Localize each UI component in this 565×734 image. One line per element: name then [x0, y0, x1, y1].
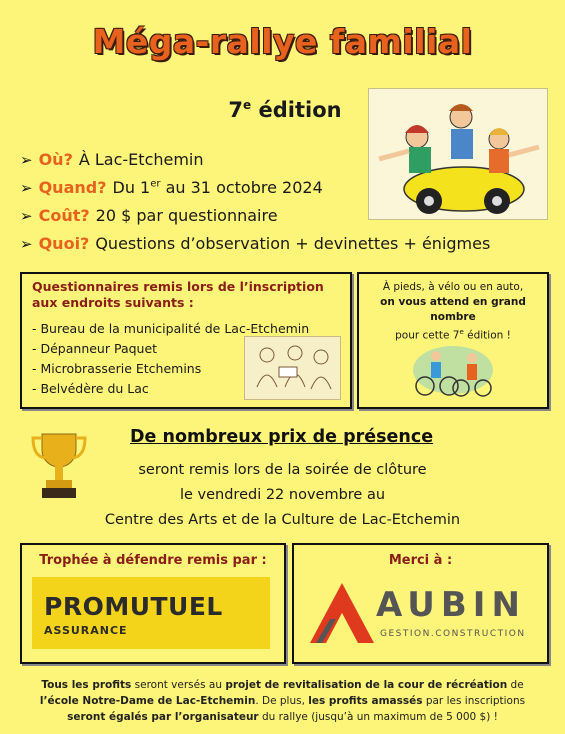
prize-line: Centre des Arts et de la Culture de Lac-Etchemin — [104, 512, 461, 528]
invitation-sup: e — [459, 328, 464, 336]
footer-part: du rallye — [258, 711, 312, 723]
arrow-right-icon: ➢ — [20, 179, 33, 197]
info-value: Questions d’observation + devinettes + énigmes — [95, 234, 491, 253]
info-key: Quand? — [38, 178, 107, 197]
promutuel-name: PROMUTUEL — [44, 592, 223, 621]
invitation-line: À pieds, à vélo ou en auto, — [382, 281, 524, 293]
list-item: - Microbrasserie Etchemins — [32, 359, 309, 379]
people-reading-illustration — [244, 336, 341, 400]
invitation-text-end: édition ! — [463, 329, 511, 342]
edition-sup: e — [243, 98, 252, 112]
footer-part: (jusqu’à un maximum de 5 000 $) ! — [311, 711, 498, 723]
questionnaire-locations-box — [20, 272, 352, 409]
info-value: Du 1 — [112, 178, 151, 197]
list-item: - Dépanneur Paquet — [32, 339, 309, 359]
arrow-right-icon: ➢ — [20, 151, 33, 169]
footer-part: Tous les profits — [41, 679, 132, 691]
list-item: - Bureau de la municipalité de Lac-Etchemin — [32, 319, 309, 339]
info-sup: er — [150, 178, 161, 190]
info-what — [20, 234, 490, 253]
poster-title: Méga-rallye familial — [92, 22, 473, 61]
promutuel-sub: ASSURANCE — [44, 624, 128, 637]
info-value: À Lac-Etchemin — [78, 150, 204, 169]
invitation-text-part: pour cette 7 — [395, 329, 460, 342]
info-value-end: au 31 octobre 2024 — [160, 178, 323, 197]
info-value: 20 $ par questionnaire — [95, 206, 278, 225]
cyclists-illustration — [409, 340, 497, 400]
edition-word: édition — [258, 98, 342, 122]
arrow-right-icon: ➢ — [20, 235, 33, 253]
footer-part: . De plus, — [255, 695, 309, 707]
info-key: Où? — [38, 150, 73, 169]
info-where — [20, 150, 204, 169]
aubin-logo-icon — [306, 579, 378, 649]
footer-note — [30, 677, 535, 725]
list-item: - Belvédère du Lac — [32, 379, 309, 399]
family-car-illustration — [368, 88, 548, 220]
footer-part: projet de revitalisation de la cour de récréation — [225, 679, 508, 691]
prize-line: le vendredi 22 novembre au — [179, 487, 386, 503]
edition-number: 7 — [228, 98, 244, 122]
footer-part: de — [507, 679, 524, 691]
aubin-name: AUBIN — [376, 585, 526, 625]
info-key: Coût? — [38, 206, 90, 225]
info-when — [20, 178, 323, 197]
arrow-right-icon: ➢ — [20, 207, 33, 225]
info-key: Quoi? — [38, 234, 90, 253]
prize-line: seront remis lors de la soirée de clôture — [138, 462, 427, 478]
footer-part: seront égalés par l’organisateur — [67, 711, 259, 723]
invitation-line-bold: on vous attend en grand nombre — [380, 296, 526, 323]
transport-invitation-box — [357, 272, 549, 409]
thanks-heading: Merci à : — [388, 553, 453, 568]
footer-part: seront versés au — [131, 679, 226, 691]
questionnaire-heading: Questionnaires remis lors de l’inscription aux endroits suivants : — [32, 279, 324, 310]
prizes-heading: De nombreux prix de présence — [130, 427, 434, 447]
footer-part: par les inscriptions — [422, 695, 526, 707]
aubin-sub: GESTION.CONSTRUCTION — [380, 629, 526, 639]
thanks-box — [292, 543, 549, 664]
footer-part: les profits amassés — [308, 695, 423, 707]
trophy-sponsor-heading: Trophée à défendre remis par : — [39, 553, 267, 568]
info-cost — [20, 206, 278, 225]
invitation-text — [363, 280, 543, 344]
footer-part: l’école Notre-Dame de Lac-Etchemin — [39, 695, 256, 707]
trophy-sponsor-box — [20, 543, 286, 664]
promutuel-logo — [32, 577, 270, 649]
